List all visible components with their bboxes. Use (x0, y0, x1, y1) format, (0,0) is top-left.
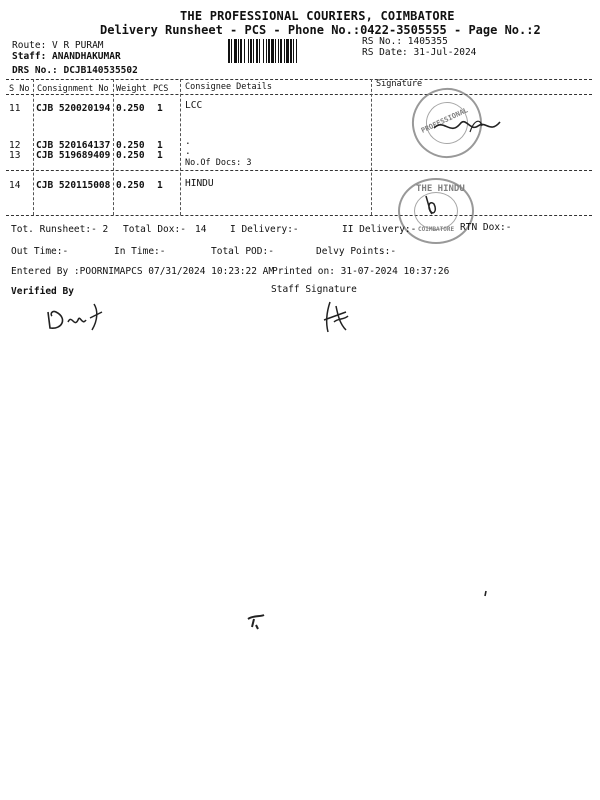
rtn-dox: RTN Dox:- (460, 222, 512, 233)
col-header-weight: Weight (116, 84, 147, 94)
row-pcs: 1 (157, 180, 163, 191)
row-consignee: HINDU (185, 178, 214, 189)
verified-signature (44, 300, 114, 332)
out-time: Out Time:- (11, 246, 69, 257)
row-consignment: CJB 520164137 (36, 140, 111, 151)
row-consignee: . (185, 136, 191, 147)
stamp-text: COIMBATORE (418, 226, 455, 233)
col-header-consignment: Consignment No (37, 84, 109, 94)
row-consignment: CJB 519689409 (36, 150, 111, 161)
row-weight: 0.250 (116, 140, 145, 151)
stray-mark (483, 590, 489, 598)
row-pcs: 1 (157, 150, 163, 161)
col-divider (180, 79, 181, 215)
printed-on: Printed on: 31-07-2024 10:37:26 (272, 266, 450, 277)
barcode-bar (297, 39, 299, 63)
col-header-pcs: PCS (153, 84, 169, 94)
row-pcs: 1 (157, 103, 163, 114)
entered-by: Entered By :POORNIMAPCS 07/31/2024 10:23:22 AM (11, 266, 275, 277)
total-pod: Total POD:- (211, 246, 274, 257)
in-time: In Time:- (114, 246, 166, 257)
row-sno: 13 (9, 150, 21, 161)
ii-delivery: II Delivery:- (342, 224, 417, 235)
row-sno: 11 (9, 103, 21, 114)
col-divider (113, 79, 114, 215)
col-header-signature: Signature (376, 79, 423, 89)
drs-number: DRS No.: DCJB140535502 (12, 65, 138, 76)
no-of-docs: No.Of Docs: 3 (185, 158, 252, 168)
table-bottom-rule (6, 215, 592, 216)
col-header-sno: S No (9, 84, 30, 94)
signature-row-1 (430, 110, 510, 140)
staff-label: Staff: ANANDHAKUMAR (12, 51, 121, 62)
row-consignment: CJB 520020194 (36, 103, 111, 114)
stray-mark (246, 611, 266, 631)
row-weight: 0.250 (116, 103, 145, 114)
staff-signature-label: Staff Signature (271, 284, 357, 295)
row-weight: 0.250 (116, 180, 145, 191)
runsheet-subtitle: Delivery Runsheet - PCS - Phone No.:0422-3505555 - Page No.:2 (100, 23, 541, 37)
route-label: Route: V R PURAM (12, 40, 104, 51)
row-consignee: . (185, 146, 191, 157)
i-delivery: I Delivery:- (230, 224, 299, 235)
col-divider (371, 79, 372, 215)
delvy-points: Delvy Points:- (316, 246, 397, 257)
stamp-text: PROFESSIONAL (419, 106, 470, 135)
table-header-rule (6, 94, 592, 95)
company-title: THE PROFESSIONAL COURIERS, COIMBATORE (180, 9, 455, 23)
row-weight: 0.250 (116, 150, 145, 161)
col-header-consignee: Consignee Details (185, 82, 272, 92)
row-consignee: LCC (185, 100, 203, 111)
rs-number: RS No.: 1405355 (362, 36, 448, 47)
staff-signature (316, 296, 356, 336)
row-pcs: 1 (157, 140, 163, 151)
barcode (228, 39, 358, 63)
stamp-text: THE HINDU (416, 184, 465, 194)
signature-row-4 (418, 192, 448, 220)
row-sno: 14 (9, 180, 21, 191)
total-dox-value: 14 (195, 224, 207, 235)
verified-by-label: Verified By (11, 286, 74, 297)
col-divider (33, 79, 34, 215)
row-rule (6, 170, 592, 171)
total-dox-label: Total Dox:- (123, 224, 186, 235)
row-sno: 12 (9, 140, 21, 151)
row-consignment: CJB 520115008 (36, 180, 111, 191)
rs-date: RS Date: 31-Jul-2024 (362, 47, 477, 58)
table-top-rule (6, 79, 592, 80)
tot-runsheet: Tot. Runsheet:- 2 (11, 224, 109, 235)
